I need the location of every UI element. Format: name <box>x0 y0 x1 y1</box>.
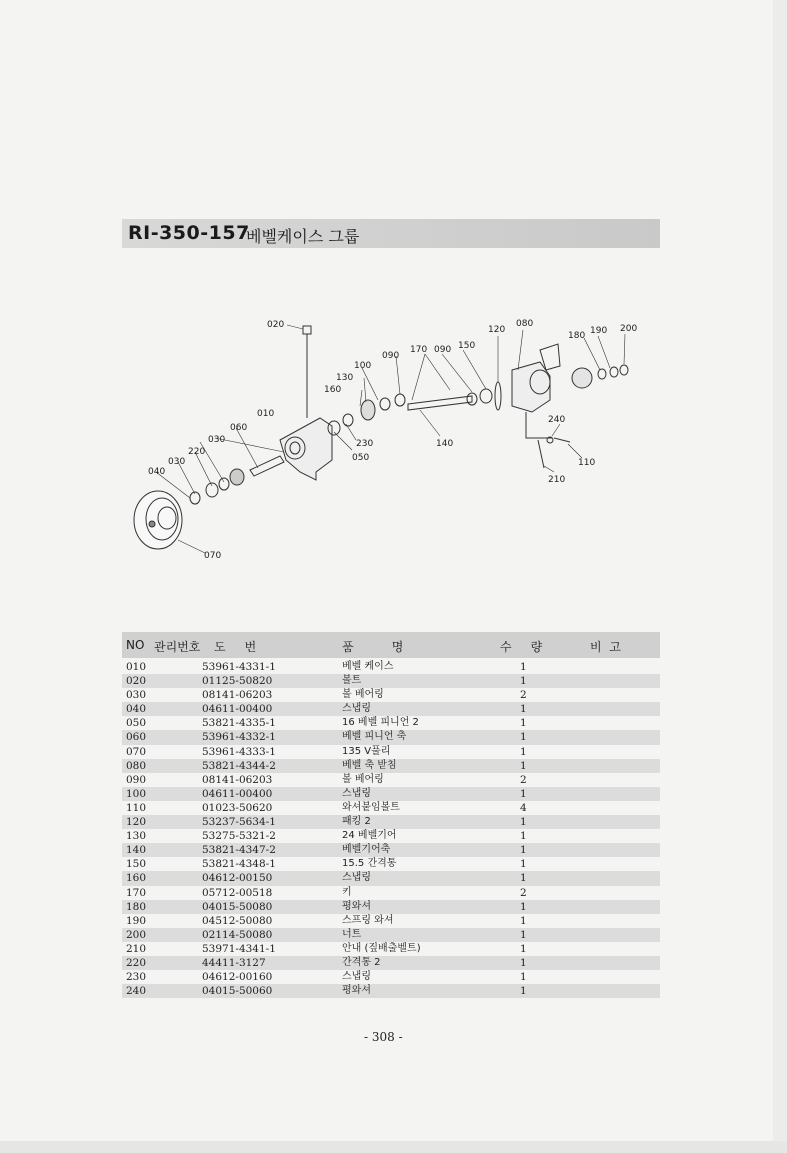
cell-no: 220 <box>126 956 147 969</box>
label-090b: 090 <box>434 345 452 355</box>
label-130: 130 <box>336 373 354 383</box>
cell-part-name: 볼 베어링 <box>342 773 384 785</box>
table-row <box>122 857 660 871</box>
cell-no: 240 <box>126 985 147 998</box>
label-030a: 030 <box>208 435 226 445</box>
table-row <box>122 942 660 956</box>
table-row <box>122 900 660 914</box>
label-110: 110 <box>578 458 596 468</box>
cell-drawing-number: 01023-50620 <box>202 801 273 814</box>
section-title: 베벨케이스 그룹 <box>246 227 360 246</box>
label-140: 140 <box>436 439 454 449</box>
label-150: 150 <box>458 341 476 351</box>
header-remark: 비 고 <box>590 640 621 654</box>
cell-part-name: 스냅링 <box>342 971 371 983</box>
page-edge <box>773 0 787 1153</box>
section-code: RI-350-157 <box>128 222 250 244</box>
label-230: 230 <box>356 439 374 449</box>
cell-drawing-number: 04015-50080 <box>202 900 273 913</box>
header-no: NO <box>126 638 145 652</box>
header-drawing: 도 번 <box>214 640 257 654</box>
cell-quantity: 1 <box>520 858 527 871</box>
table-row <box>122 928 660 942</box>
cell-part-name: 베벨 피니언 축 <box>342 731 407 743</box>
cell-no: 200 <box>126 928 147 941</box>
cell-quantity: 1 <box>520 759 527 772</box>
cell-quantity: 1 <box>520 830 527 843</box>
header-name: 품 명 <box>342 640 404 654</box>
cell-part-name: 스냅링 <box>342 872 371 884</box>
cell-no: 160 <box>126 872 147 885</box>
cell-drawing-number: 08141-06203 <box>202 689 273 702</box>
cell-quantity: 1 <box>520 942 527 955</box>
table-row <box>122 984 660 998</box>
cell-drawing-number: 53971-4341-1 <box>202 942 276 955</box>
cell-drawing-number: 04611-00400 <box>202 703 273 716</box>
cell-part-name: 키 <box>342 886 352 898</box>
table-row <box>122 688 660 702</box>
cell-no: 210 <box>126 942 147 955</box>
cell-drawing-number: 53961-4333-1 <box>202 745 276 758</box>
cell-drawing-number: 53961-4331-1 <box>202 661 276 673</box>
cell-drawing-number: 08141-06203 <box>202 773 273 786</box>
label-210: 210 <box>548 475 566 485</box>
table-row <box>122 970 660 984</box>
cell-part-name: 평와셔 <box>342 900 371 912</box>
table-row <box>122 759 660 773</box>
cell-part-name: 스냅링 <box>342 703 371 715</box>
label-040: 040 <box>148 467 166 477</box>
cell-no: 090 <box>126 773 147 786</box>
cell-quantity: 4 <box>520 801 527 814</box>
cell-drawing-number: 04612-00160 <box>202 971 273 984</box>
cell-part-name: 스프링 와셔 <box>342 914 394 926</box>
cell-quantity: 1 <box>520 928 527 941</box>
cell-no: 070 <box>126 745 147 758</box>
cell-quantity: 2 <box>520 886 527 899</box>
cell-quantity: 1 <box>520 985 527 998</box>
table-row <box>122 787 660 801</box>
cell-no: 230 <box>126 971 147 984</box>
table-row <box>122 745 660 759</box>
parts-table-header <box>122 632 660 658</box>
table-row <box>122 674 660 688</box>
cell-quantity: 1 <box>520 661 527 673</box>
cell-part-name: 15.5 간격통 <box>342 858 397 870</box>
label-190: 190 <box>590 326 608 336</box>
cell-no: 150 <box>126 858 147 871</box>
table-row <box>122 871 660 885</box>
cell-drawing-number: 53821-4335-1 <box>202 717 276 730</box>
cell-drawing-number: 02114-50080 <box>202 928 273 941</box>
label-120: 120 <box>488 325 506 335</box>
label-090a: 090 <box>382 351 400 361</box>
cell-drawing-number: 53275-5321-2 <box>202 830 276 843</box>
cell-quantity: 2 <box>520 773 527 786</box>
cell-drawing-number: 04512-50080 <box>202 914 273 927</box>
table-row <box>122 815 660 829</box>
cell-quantity: 1 <box>520 745 527 758</box>
table-row <box>122 716 660 730</box>
cell-part-name: 베벨 케이스 <box>342 661 394 672</box>
cell-quantity: 1 <box>520 703 527 716</box>
cell-drawing-number: 04612-00150 <box>202 872 273 885</box>
cell-part-name: 너트 <box>342 928 362 940</box>
cell-quantity: 1 <box>520 900 527 913</box>
cell-drawing-number: 05712-00518 <box>202 886 273 899</box>
header-qty: 수 량 <box>500 640 543 654</box>
table-row <box>122 886 660 900</box>
cell-drawing-number: 04611-00400 <box>202 787 273 800</box>
parts-table-body <box>122 660 660 998</box>
cell-part-name: 135 V풀리 <box>342 745 391 757</box>
cell-quantity: 2 <box>520 689 527 702</box>
table-row <box>122 801 660 815</box>
cell-no: 170 <box>126 886 147 899</box>
cell-no: 190 <box>126 914 147 927</box>
label-220: 220 <box>188 447 206 457</box>
cell-quantity: 1 <box>520 675 527 688</box>
cell-drawing-number: 53821-4344-2 <box>202 759 276 772</box>
cell-no: 110 <box>126 801 147 814</box>
cell-quantity: 1 <box>520 914 527 927</box>
label-180: 180 <box>568 331 586 341</box>
label-080: 080 <box>516 319 534 329</box>
table-row <box>122 843 660 857</box>
cell-no: 120 <box>126 816 147 829</box>
table-row <box>122 914 660 928</box>
cell-part-name: 간격통 2 <box>342 956 381 968</box>
label-050: 050 <box>352 453 370 463</box>
cell-quantity: 1 <box>520 731 527 744</box>
label-020: 020 <box>267 320 285 330</box>
cell-part-name: 볼 베어링 <box>342 689 384 701</box>
cell-part-name: 안내 (짚배출벨트) <box>342 942 421 954</box>
cell-part-name: 스냅링 <box>342 787 371 799</box>
cell-no: 020 <box>126 675 147 688</box>
page-number: - 308 - <box>364 1030 403 1044</box>
cell-quantity: 1 <box>520 816 527 829</box>
label-170: 170 <box>410 345 428 355</box>
cell-no: 180 <box>126 900 147 913</box>
cell-drawing-number: 01125-50820 <box>202 675 273 688</box>
cell-part-name: 와셔붙임볼트 <box>342 801 400 813</box>
cell-part-name: 평와셔 <box>342 985 371 997</box>
cell-no: 050 <box>126 717 147 730</box>
cell-quantity: 1 <box>520 844 527 857</box>
label-060: 060 <box>230 423 248 433</box>
cell-drawing-number: 53821-4347-2 <box>202 844 276 857</box>
cell-part-name: 패킹 2 <box>342 816 371 828</box>
cell-drawing-number: 53237-5634-1 <box>202 816 276 829</box>
cell-drawing-number: 04015-50060 <box>202 985 273 998</box>
cell-quantity: 1 <box>520 872 527 885</box>
label-100: 100 <box>354 361 372 371</box>
cell-no: 010 <box>126 661 147 673</box>
cell-no: 130 <box>126 830 147 843</box>
label-030b: 030 <box>168 457 186 467</box>
cell-no: 060 <box>126 731 147 744</box>
table-row <box>122 660 660 674</box>
cell-part-name: 베벨기어축 <box>342 844 391 856</box>
cell-no: 140 <box>126 844 147 857</box>
exploded-parts-diagram <box>120 300 650 570</box>
cell-part-name: 24 베벨기어 <box>342 830 397 842</box>
cell-drawing-number: 44411-3127 <box>202 956 266 969</box>
cell-part-name: 볼트 <box>342 675 362 687</box>
table-row <box>122 702 660 716</box>
label-240: 240 <box>548 415 566 425</box>
cell-part-name: 16 베벨 피니언 2 <box>342 717 419 729</box>
cell-quantity: 1 <box>520 956 527 969</box>
section-title-bar <box>122 219 660 248</box>
table-row <box>122 829 660 843</box>
page-edge-bottom <box>0 1141 787 1153</box>
table-row <box>122 730 660 744</box>
cell-quantity: 1 <box>520 971 527 984</box>
label-010: 010 <box>257 409 275 419</box>
cell-no: 100 <box>126 787 147 800</box>
cell-quantity: 1 <box>520 717 527 730</box>
cell-part-name: 베벨 축 받침 <box>342 759 397 771</box>
cell-no: 030 <box>126 689 147 702</box>
table-row <box>122 773 660 787</box>
label-200: 200 <box>620 324 638 334</box>
cell-drawing-number: 53821-4348-1 <box>202 858 276 871</box>
header-mgmt: 관리번호 <box>154 640 201 654</box>
cell-drawing-number: 53961-4332-1 <box>202 731 276 744</box>
label-070: 070 <box>204 551 222 561</box>
cell-no: 080 <box>126 759 147 772</box>
label-160: 160 <box>324 385 342 395</box>
cell-no: 040 <box>126 703 147 716</box>
cell-quantity: 1 <box>520 787 527 800</box>
table-row <box>122 956 660 970</box>
